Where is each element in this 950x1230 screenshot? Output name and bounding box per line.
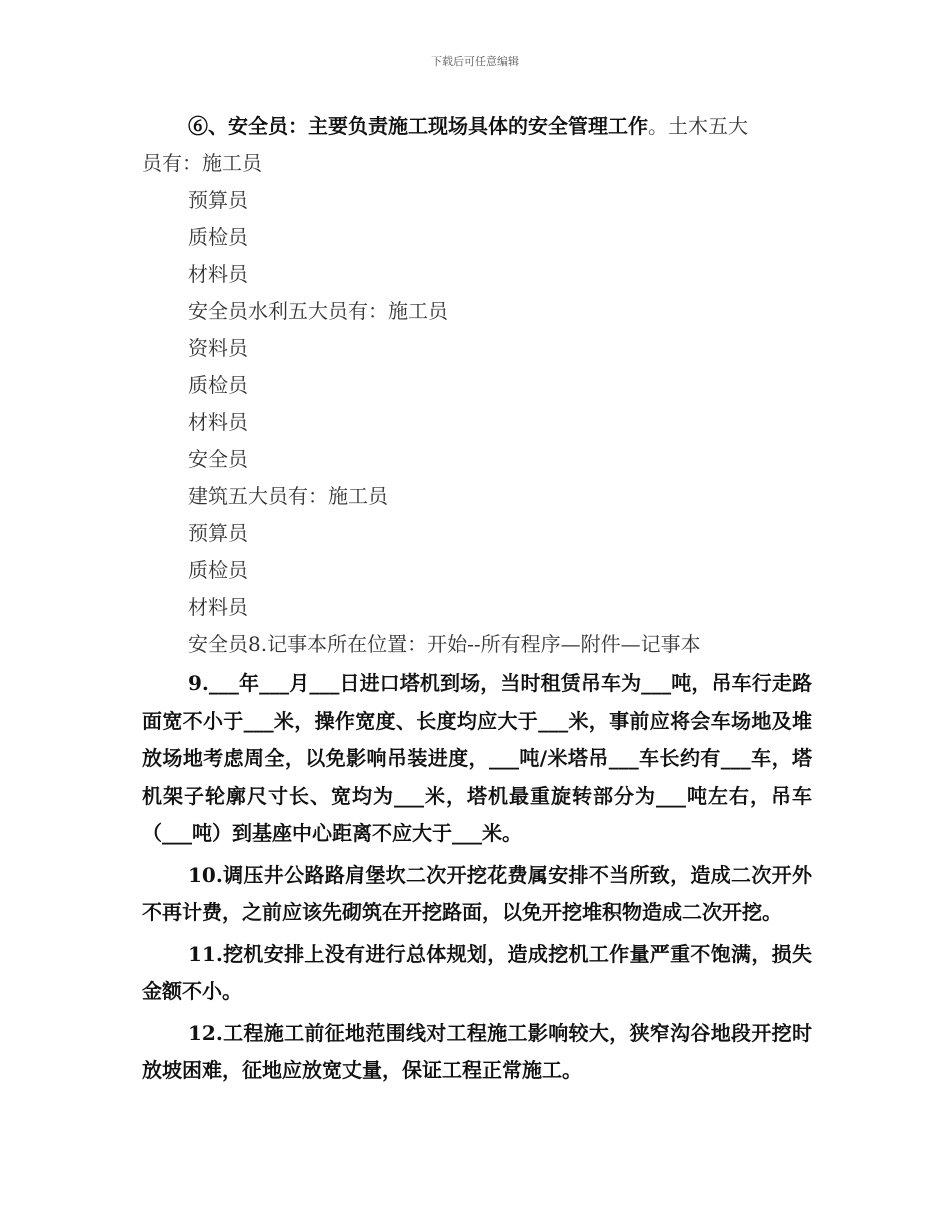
section-6-rest: 。土木五大 xyxy=(648,114,748,138)
list-line: 预算员 xyxy=(188,188,248,212)
list-line: 安全员水利五大员有：施工员 xyxy=(188,299,448,323)
list-line: 预算员 xyxy=(188,521,248,545)
section-6-bold: ⑥、安全员：主要负责施工现场具体的安全管理工作 xyxy=(188,114,648,138)
item-12: 12.工程施工前征地范围线对工程施工影响较大，狭窄沟谷地段开挖时放坡困难，征地应放宽丈量，保证工程正常施工。 xyxy=(142,1020,812,1082)
list-line: 质检员 xyxy=(188,373,248,397)
list-line: 安全员 xyxy=(188,447,248,471)
list-line: 质检员 xyxy=(188,558,248,582)
list-line: 质检员 xyxy=(188,225,248,249)
item-10: 10.调压井公路路肩堡坎二次开挖花费属安排不当所致，造成二次开外不再计费，之前应该先砌筑在开挖路面，以免开挖堆积物造成二次开挖。 xyxy=(142,862,812,924)
list-line: 安全员8.记事本所在位置：开始--所有程序—附件—记事本 xyxy=(188,632,701,656)
list-line: 材料员 xyxy=(188,410,248,434)
list-line: 材料员 xyxy=(188,262,248,286)
section-6-line-2: 员有：施工员 xyxy=(142,151,262,175)
page-header: 下载后可任意编辑 xyxy=(431,55,519,68)
section-6-line-1 xyxy=(142,108,812,145)
item-11: 11.挖机安排上没有进行总体规划，造成挖机工作量严重不饱满，损失金额不小。 xyxy=(142,941,812,1003)
list-line: 资料员 xyxy=(188,336,248,360)
item-9: 9.___年___月___日进口塔机到场，当时租赁吊车为___吨，吊车行走路面宽不小于___米，操作宽度、长度均应大于___米，事前应将会车场地及堆放场地考虑周全，以免影响吊装进度，___吨/米塔吊___车长约有___车，塔机架子轮廓尺寸长、宽均为___米，塔机最重旋转部分为___吨左右，吊车（___吨）到基座中心距离不应大于___米。 xyxy=(142,671,812,845)
list-line: 建筑五大员有：施工员 xyxy=(188,484,388,508)
document-body xyxy=(142,108,812,1090)
list-line: 材料员 xyxy=(188,595,248,619)
